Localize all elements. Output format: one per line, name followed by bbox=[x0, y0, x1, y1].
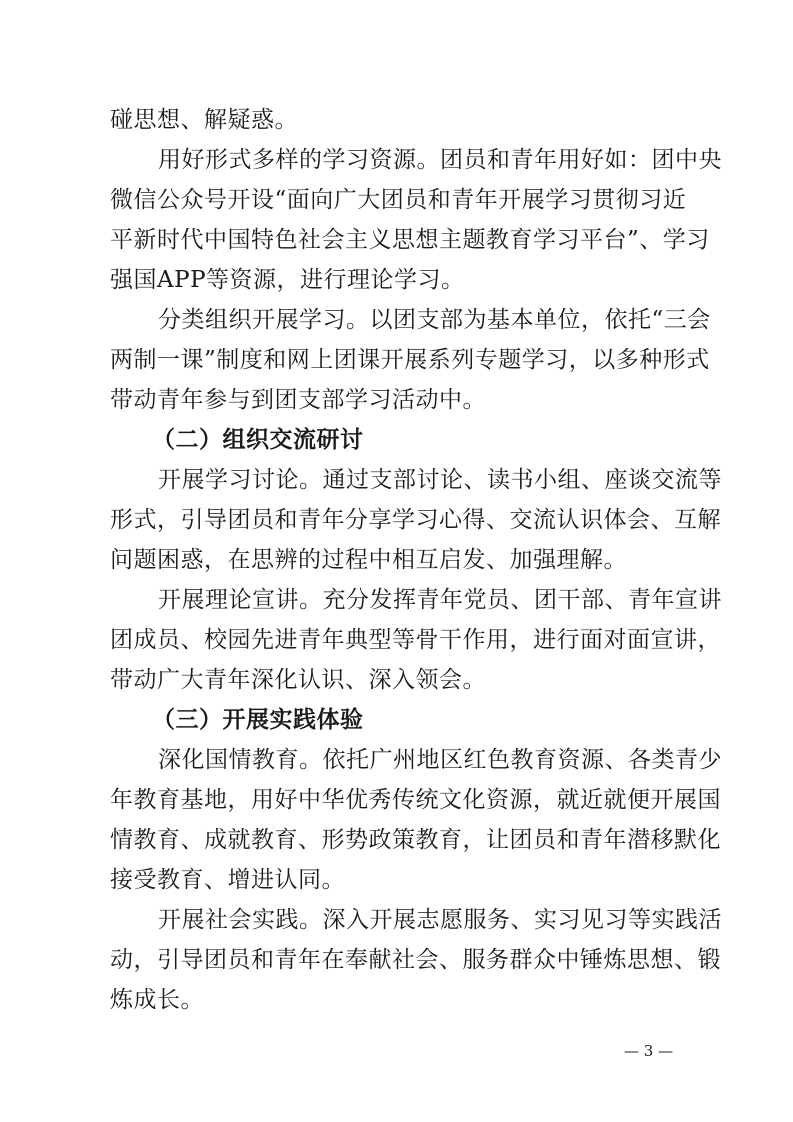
paragraph-start-line: 深化国情教育。依托广州地区红色教育资源、各类青少 bbox=[158, 747, 722, 773]
body-line: 形式，引导团员和青年分享学习心得、交流认识体会、互解 bbox=[110, 507, 721, 533]
paragraph-start-line: 开展理论宣讲。充分发挥青年党员、团干部、青年宣讲 bbox=[158, 587, 722, 613]
paragraph-start-line: 开展社会实践。深入开展志愿服务、实习见习等实践活 bbox=[158, 907, 722, 933]
paragraph-start-line: 开展学习讨论。通过支部讨论、读书小组、座谈交流等 bbox=[158, 467, 722, 493]
body-line: 强国APP等资源，进行理论学习。 bbox=[110, 267, 465, 293]
body-line: 动，引导团员和青年在奉献社会、服务群众中锤炼思想、锻 bbox=[110, 947, 721, 973]
body-line: 年教育基地，用好中华优秀传统文化资源，就近就便开展国 bbox=[110, 787, 721, 813]
section-heading: （二）组织交流研讨 bbox=[152, 427, 364, 453]
body-line: 平新时代中国特色社会主义思想主题教育学习平台”、学习 bbox=[110, 227, 710, 253]
paragraph-start-line: 分类组织开展学习。以团支部为基本单位，依托“三会 bbox=[158, 307, 711, 333]
body-line: 碰思想、解疑惑。 bbox=[110, 107, 298, 133]
body-line: 两制一课”制度和网上团课开展系列专题学习，以多种形式 bbox=[110, 347, 710, 373]
paragraph-start-line: 用好形式多样的学习资源。团员和青年用好如：团中央 bbox=[158, 147, 722, 173]
body-line: 带动广大青年深化认识、深入领会。 bbox=[110, 667, 486, 693]
body-line: 炼成长。 bbox=[110, 987, 204, 1013]
page-number: — 3 — bbox=[624, 1042, 674, 1060]
section-heading: （三）开展实践体验 bbox=[152, 707, 364, 733]
body-line: 接受教育、增进认同。 bbox=[110, 867, 345, 893]
body-line: 问题困惑，在思辨的过程中相互启发、加强理解。 bbox=[110, 547, 627, 573]
body-line: 带动青年参与到团支部学习活动中。 bbox=[110, 387, 486, 413]
body-line: 微信公众号开设“面向广大团员和青年开展学习贯彻习近 bbox=[110, 187, 687, 213]
body-line: 情教育、成就教育、形势政策教育，让团员和青年潜移默化 bbox=[110, 827, 721, 853]
body-line: 团成员、校园先进青年典型等骨干作用，进行面对面宣讲， bbox=[110, 627, 721, 653]
